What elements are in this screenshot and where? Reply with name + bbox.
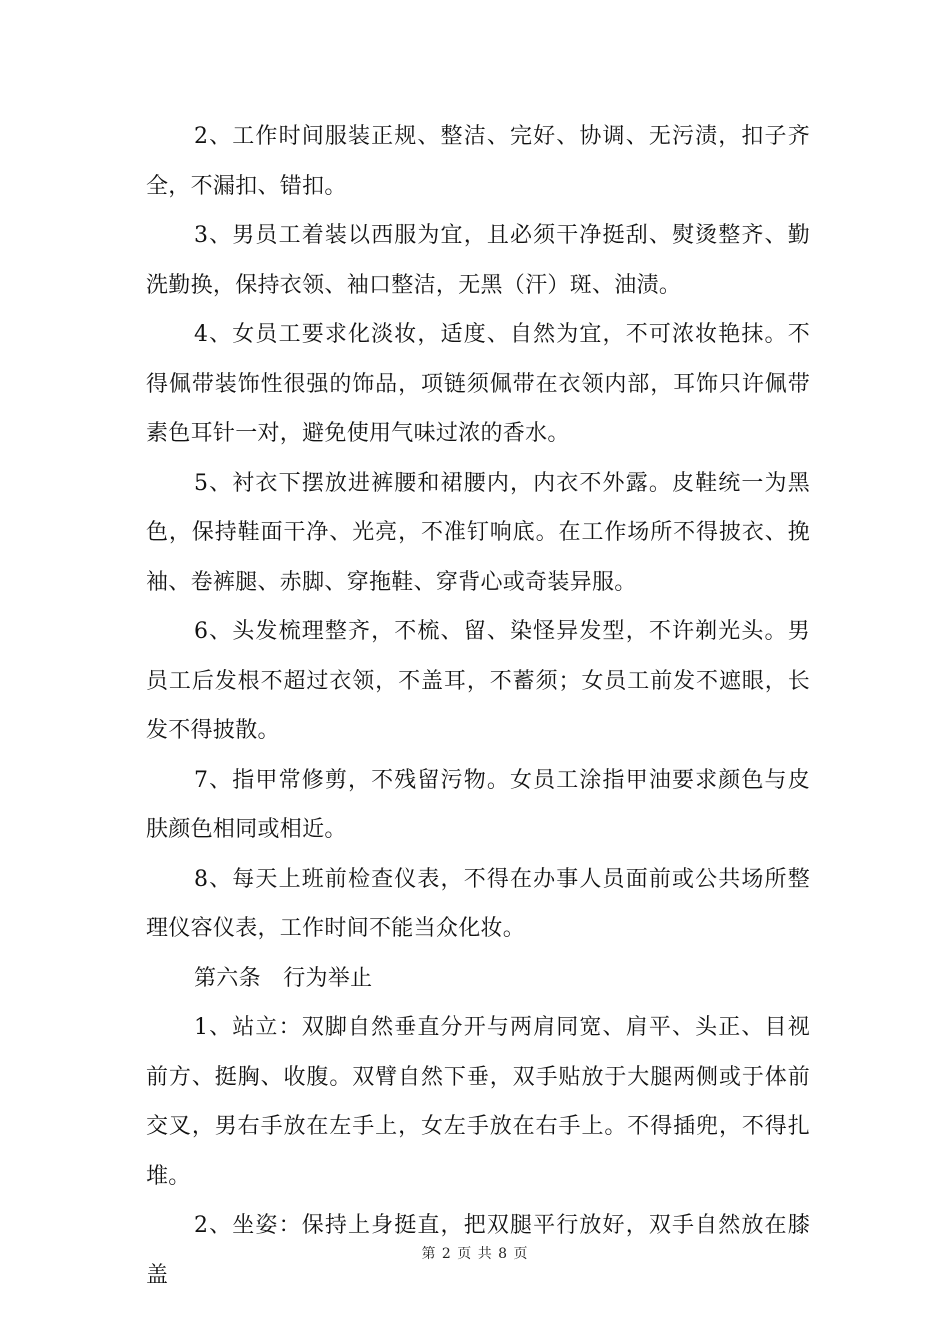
paragraph-standing: 1、站立：双脚自然垂直分开与两肩同宽、肩平、头正、目视前方、挺胸、收腹。双臂自然下垂，双手贴放于大腿两侧或于体前交叉，男右手放在左手上，女左手放在右手上。不得插兜，不得扎堆。 bbox=[146, 1015, 810, 1189]
paragraph-sitting: 2、坐姿：保持上身挺直，把双腿平行放好，双手自然放在膝盖 bbox=[146, 1213, 810, 1288]
paragraph-item-6: 6、头发梳理整齐，不梳、留、染怪异发型，不许剃光头。男员工后发根不超过衣领，不盖耳，不蓄须；女员工前发不遮眼，长发不得披散。 bbox=[146, 619, 810, 743]
document-body bbox=[146, 112, 810, 1300]
paragraph-item-4: 4、女员工要求化淡妆，适度、自然为宜，不可浓妆艳抹。不得佩带装饰性很强的饰品，项链须佩带在衣领内部，耳饰只许佩带素色耳针一对，避免使用气味过浓的香水。 bbox=[146, 322, 810, 446]
page-number-footer: 第 2 页 共 8 页 bbox=[421, 1246, 529, 1262]
paragraph-item-2: 2、工作时间服装正规、整洁、完好、协调、无污渍，扣子齐全，不漏扣、错扣。 bbox=[146, 124, 810, 199]
paragraph-item-3: 3、男员工着装以西服为宜，且必须干净挺刮、熨烫整齐、勤洗勤换，保持衣领、袖口整洁，无黑（汗）斑、油渍。 bbox=[146, 223, 810, 298]
paragraph-item-7: 7、指甲常修剪，不残留污物。女员工涂指甲油要求颜色与皮肤颜色相同或相近。 bbox=[146, 767, 810, 842]
paragraph-item-8: 8、每天上班前检查仪表，不得在办事人员面前或公共场所整理仪容仪表，工作时间不能当众化妆。 bbox=[146, 866, 810, 941]
paragraph-item-5: 5、衬衣下摆放进裤腰和裙腰内，内衣不外露。皮鞋统一为黑色，保持鞋面干净、光亮，不准钉响底。在工作场所不得披衣、挽袖、卷裤腿、赤脚、穿拖鞋、穿背心或奇装异服。 bbox=[146, 470, 810, 595]
section-heading-article-6: 第六条 行为举止 bbox=[194, 965, 373, 991]
